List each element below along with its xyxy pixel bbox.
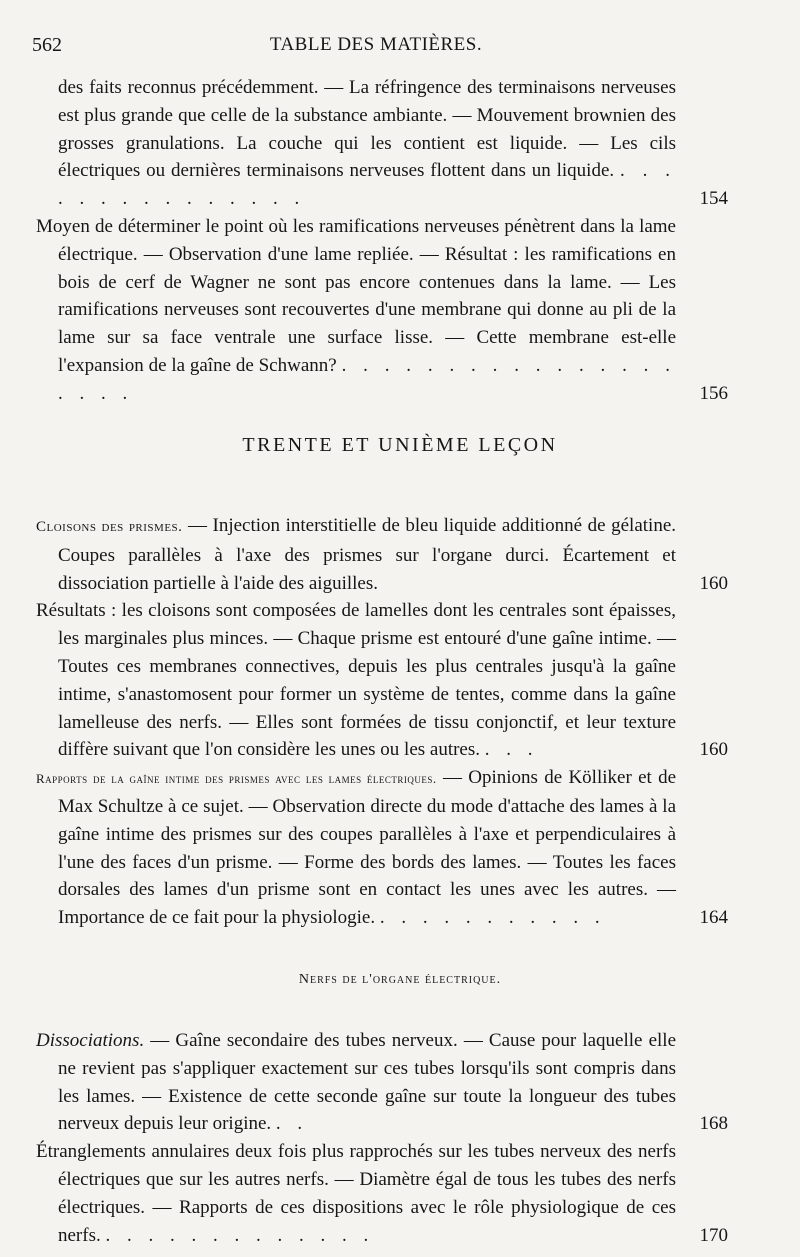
entry-page-ref: 156 <box>699 382 728 404</box>
toc-entry <box>36 1027 728 1138</box>
dot-leaders: . . . . . . . . . . . . . . . . . . . . <box>58 354 677 404</box>
entry-page-ref: 160 <box>699 572 728 594</box>
toc-block-2 <box>36 512 728 932</box>
entry-page-ref: 160 <box>699 739 728 761</box>
entry-page-ref: 170 <box>699 1224 728 1246</box>
toc-entry <box>36 213 728 408</box>
toc-entry <box>36 1138 728 1249</box>
page-header <box>32 34 720 60</box>
entry-text: Moyen de déterminer le point où les ramifications nerveuses pénètrent dans la lame électrique. — Observation d'une lame repliée. — Résultat : les ramifications en bois de cerf de Wagner ne sont pas encore contenues dans la lame. — Les ramifications nerveuses sont recouvertes d'une membrane qui donne au pli de la lame sur sa face ventrale une surface lisse. — Cette membrane est-elle l'expansion de la gaîne de Schwann? <box>36 215 676 376</box>
dot-leaders: . . <box>275 1113 309 1135</box>
subsection-heading: Nerfs de l'organe électrique. <box>298 972 502 987</box>
entry-lead: Cloisons des prismes. <box>36 519 183 535</box>
entry-text: — Injection interstitielle de bleu liquide additionné de gélatine. Coupes parallèles à l'axe des prismes sur l'organe durci. Écartement et dissociation partielle à l'aide des aiguilles. <box>58 515 677 594</box>
dot-leaders: . . . . . . . . . . . . . <box>105 1224 375 1246</box>
entry-lead: Rapports de la gaîne intime des prismes avec les lames électriques. <box>36 771 437 787</box>
running-title: TABLE DES MATIÈRES. <box>269 34 483 55</box>
entry-lead: Dissociations. <box>36 1030 145 1051</box>
toc-block-1 <box>36 74 728 408</box>
dot-leaders: . . . <box>484 739 539 761</box>
entry-text: — Opinions de Kölliker et de Max Schultze à ce sujet. — Observation directe du mode d'attache des lames à la gaîne intime des prismes sur des coupes parallèles à l'axe et perpendiculaires à l'une des faces d'un prisme. — Forme des bords des lames. — Toutes les faces dorsales des lames d'un prisme sont en contact les unes avec les autres. — Importance de ce fait pour la physiologie. <box>58 767 677 929</box>
lecture-heading: TRENTE ET UNIÈME LEÇON <box>242 434 558 456</box>
toc-block-3 <box>36 1027 728 1249</box>
entry-page-ref: 164 <box>699 907 728 929</box>
toc-entry <box>36 764 728 932</box>
toc-entry <box>36 597 728 764</box>
toc-entry <box>36 74 728 213</box>
toc-entry <box>36 512 728 597</box>
entry-text: — Gaîne secondaire des tubes nerveux. — Cause pour laquelle elle ne revient pas s'appliquer exactement sur ces tubes lorsqu'ils sont compris dans les lames. — Existence de cette seconde gaîne sur toute la longueur des tubes nerveux depuis leur origine. <box>58 1030 677 1135</box>
entry-text: Résultats : les cloisons sont composées de lamelles dont les centrales sont épaisses, les marginales plus minces. — Chaque prisme est entouré d'une gaîne intime. — Toutes ces membranes connectives, depuis les plus centrales jusqu'à la gaîne intime, s'anastomosent pour former un système de tentes, comme dans la gaîne lamelleuse des nerfs. — Elles sont formées de tissu conjonctif, et leur texture diffère suivant que l'on considère les unes ou les autres. <box>36 600 676 761</box>
dot-leaders: . . . . . . . . . . . . . . . <box>58 160 677 210</box>
entry-page-ref: 154 <box>699 188 728 210</box>
page-number: 562 <box>32 34 62 56</box>
dot-leaders: . . . . . . . . . . . <box>379 907 606 929</box>
entry-page-ref: 168 <box>699 1113 728 1135</box>
entry-text: des faits reconnus précédemment. — La réfringence des terminaisons nerveuses est plus grande que celle de la substance ambiante. — Mouvement brownien des grosses granulations. La couche qui les contient est liquide. — Les cils électriques ou dernières terminaisons nerveuses flottent dans un liquide. <box>58 77 676 182</box>
entry-text: Étranglements annulaires deux fois plus rapprochés sur les tubes nerveux des nerfs électriques que sur les autres nerfs. — Diamètre égal de tous les tubes des nerfs électriques. — Rapports de ces dispositions avec le rôle physiologique de ces nerfs. <box>36 1141 676 1246</box>
